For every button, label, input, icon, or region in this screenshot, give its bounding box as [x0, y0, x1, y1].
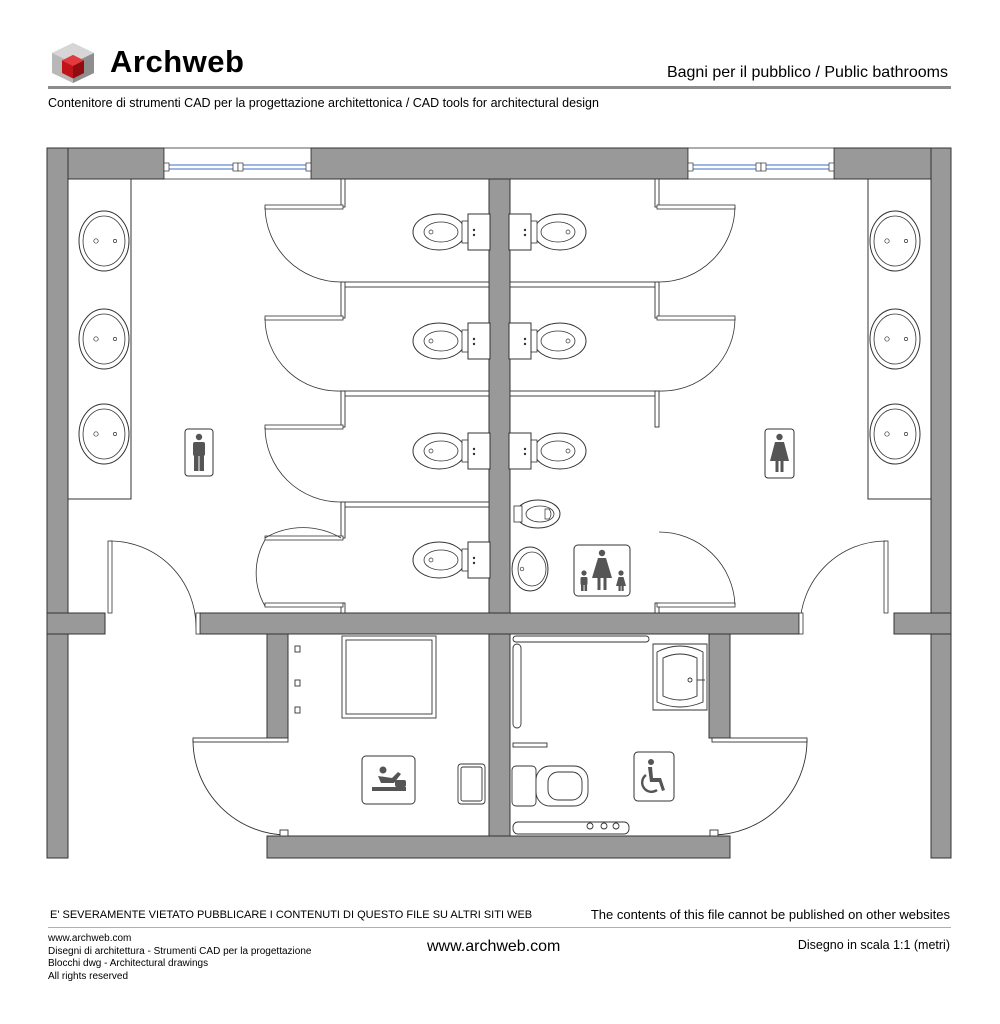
footer-scale: Disegno in scala 1:1 (metri): [797, 938, 950, 952]
footer-credit-line: www.archweb.com: [48, 933, 132, 944]
wc-men-3: [413, 433, 490, 469]
footer-credit-line: Blocchi dwg - Architectural drawings: [48, 958, 209, 969]
woman-sign-icon: [765, 429, 794, 478]
wc-women-2: [509, 323, 586, 359]
family-sign-icon: [574, 545, 630, 596]
footer-credits: [48, 933, 311, 983]
basin-women-2: [870, 309, 920, 369]
man-sign-icon: [185, 429, 213, 476]
wc-men-2: [413, 323, 490, 359]
wheelchair-sign-icon: [634, 752, 674, 801]
footer-credit-line: All rights reserved: [48, 970, 129, 982]
basin-men-2: [79, 309, 129, 369]
child-basin: [512, 547, 548, 591]
basin-men-1: [79, 211, 129, 271]
warning-italian: E' SEVERAMENTE VIETATO PUBBLICARE I CONTENUTI DI QUESTO FILE SU ALTRI SITI WEB: [50, 909, 533, 921]
child-wc: [514, 500, 560, 528]
warning-english: The contents of this file cannot be published on other websites: [590, 907, 950, 922]
basin-men-3: [79, 404, 129, 464]
footer-divider: [48, 927, 951, 928]
footer-website: www.archweb.com: [427, 938, 561, 955]
footer-credit-line: Disegni di architettura - Strumenti CAD per la progettazione: [48, 945, 312, 957]
page-subtitle: Contenitore di strumenti CAD per la progettazione architettonica / CAD tools for architectural design: [48, 96, 599, 110]
basin-women-3: [870, 404, 920, 464]
basin-women-1: [870, 211, 920, 271]
wc-women-3: [509, 433, 586, 469]
page-title: Bagni per il pubblico / Public bathrooms: [666, 64, 948, 81]
wc-men-4: [413, 542, 490, 578]
wc-men-1: [413, 214, 490, 250]
brand-name: Archweb: [110, 44, 245, 79]
wc-women-1: [509, 214, 586, 250]
baby-changing-sign-icon: [362, 756, 415, 804]
